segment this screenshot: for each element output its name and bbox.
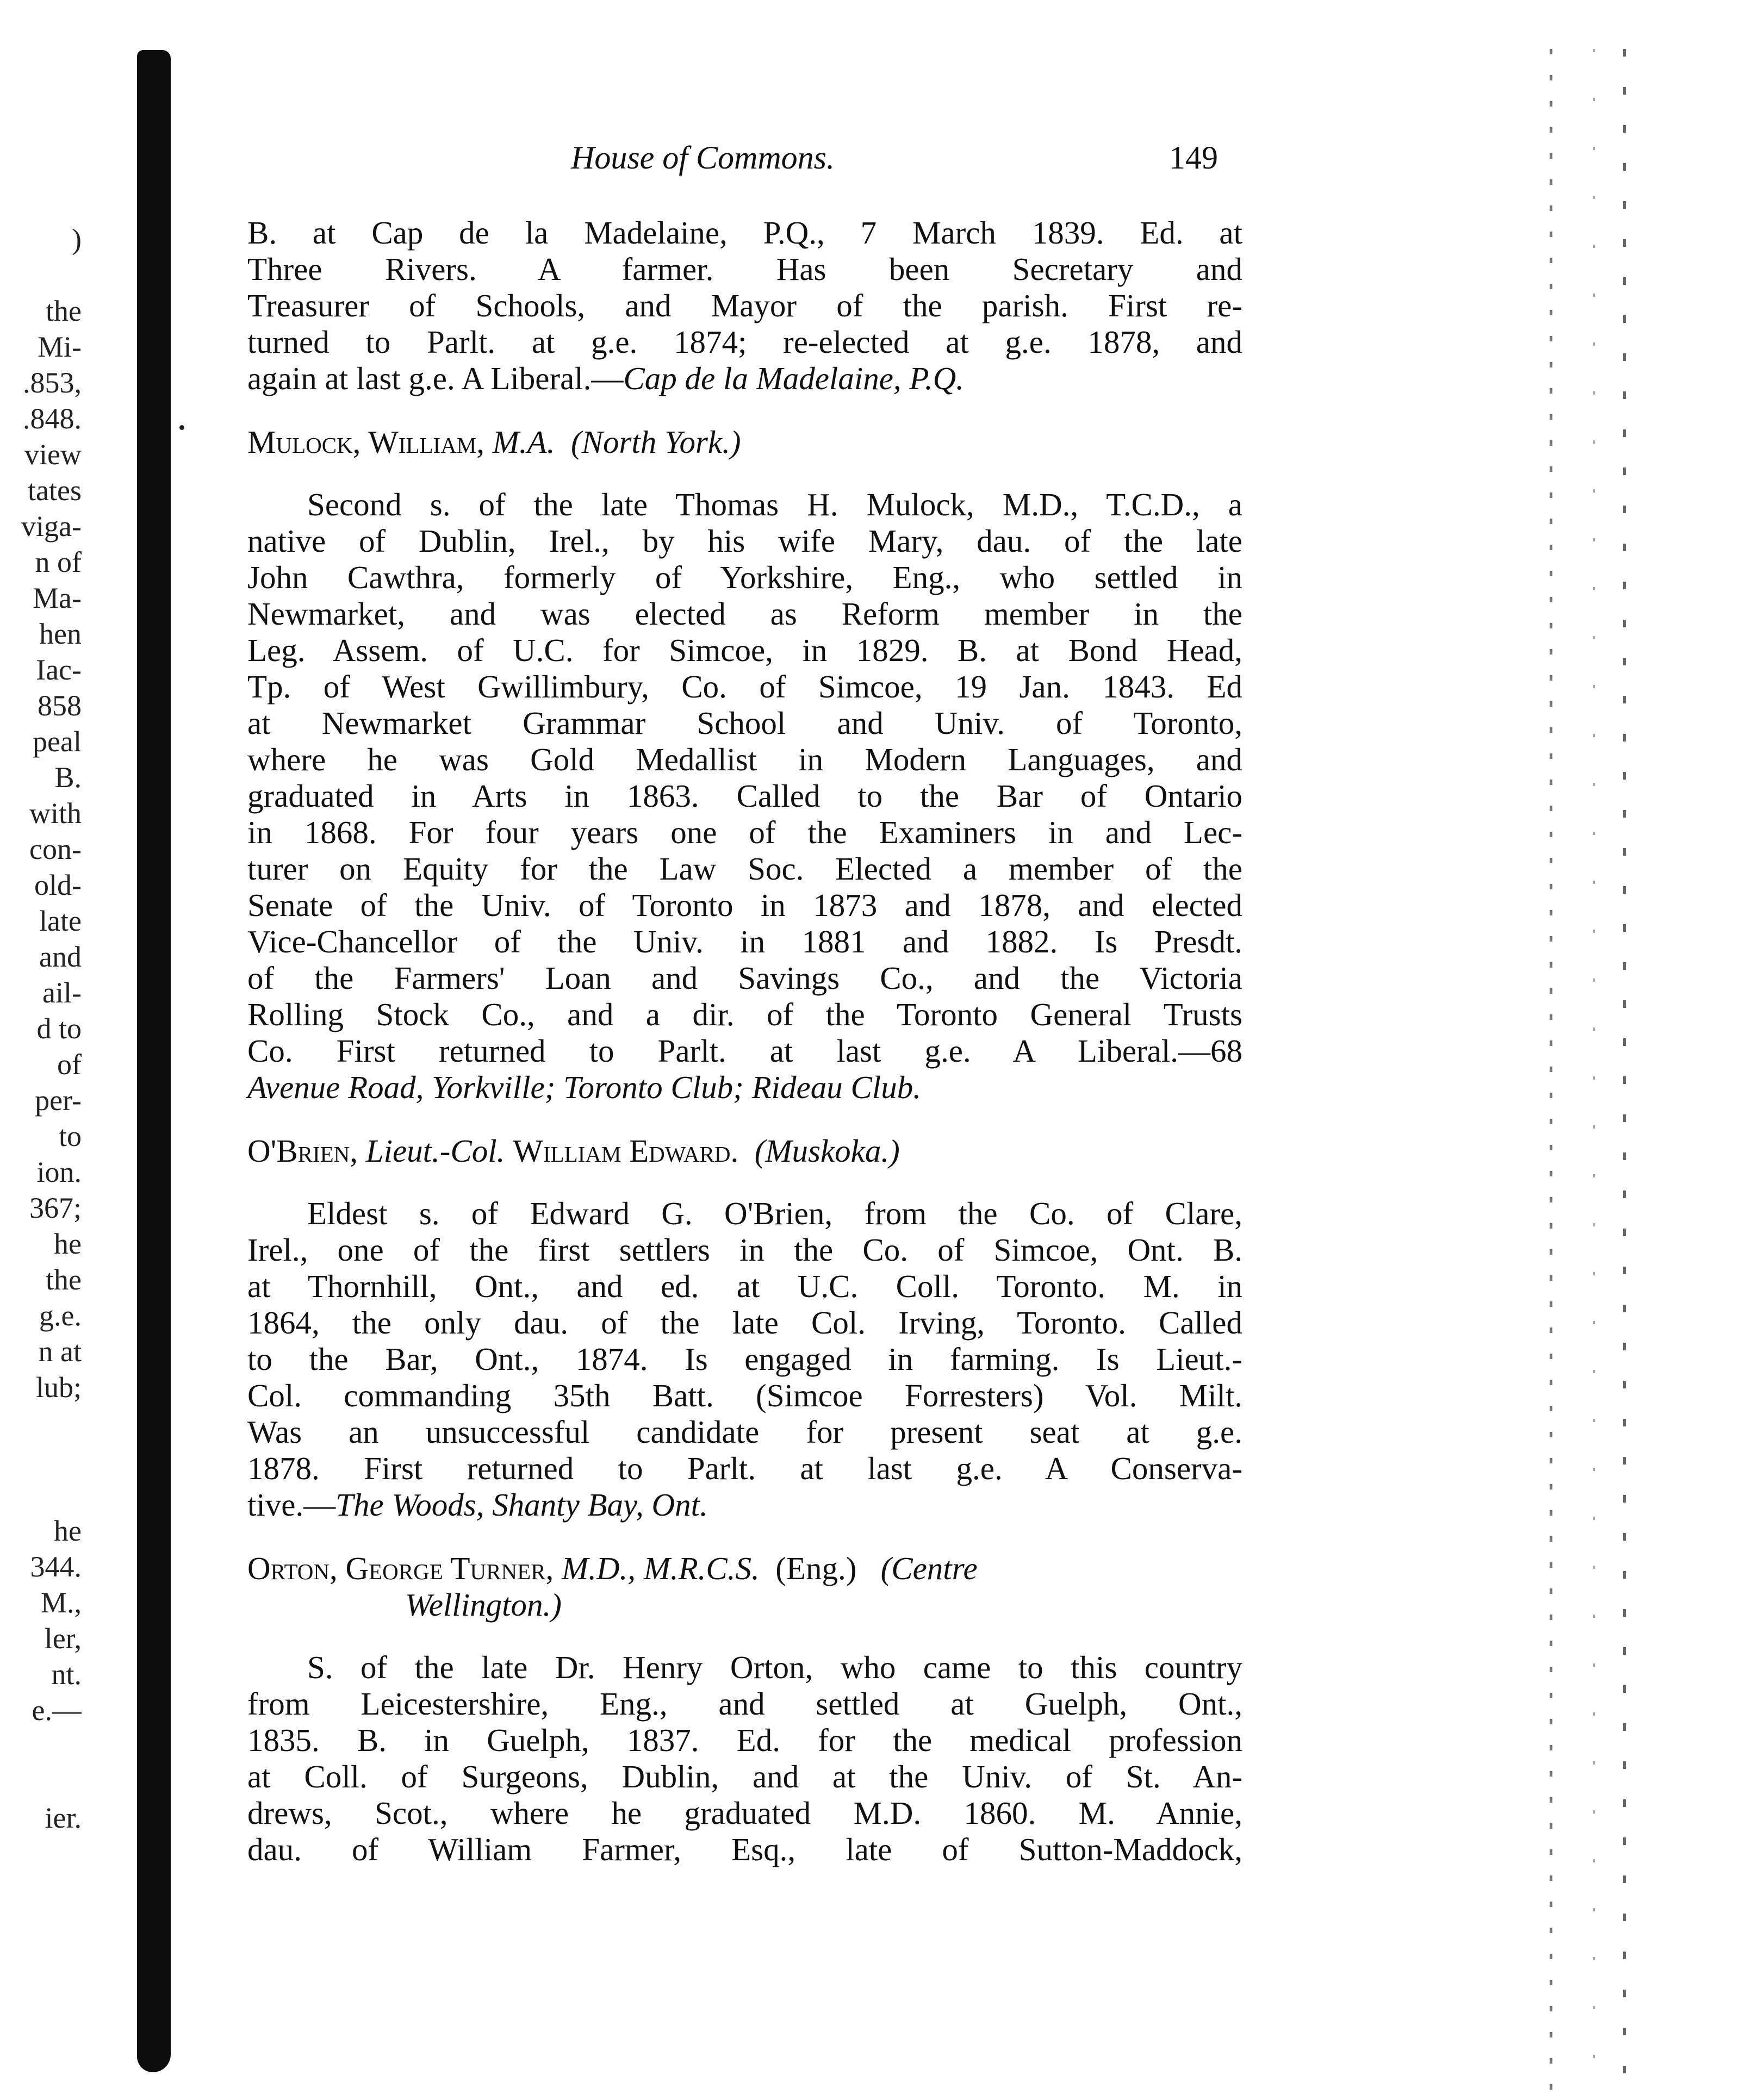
text-line: from Leicestershire, Eng., and settled at Guelph, Ont., xyxy=(247,1686,1242,1722)
entry-text: again at last g.e. A Liberal.— xyxy=(247,360,624,396)
entry-address: The Woods, Shanty Bay, Ont. xyxy=(335,1487,708,1523)
text-line: Senate of the Univ. of Toronto in 1873 and 1878, and elected xyxy=(247,887,1242,923)
scan-speckle-2 xyxy=(1623,49,1626,2093)
biography xyxy=(247,1649,1242,1868)
constituency: (North York.) xyxy=(570,424,741,460)
text-line: John Cawthra, formerly of Yorkshire, Eng., who settled in xyxy=(247,559,1242,595)
text-line: at Newmarket Grammar School and Univ. of Toronto, xyxy=(247,705,1242,741)
text-line: Leg. Assem. of U.C. for Simcoe, in 1829. B. at Bond Head, xyxy=(247,632,1242,668)
text-line: Eldest s. of Edward G. O'Brien, from the Co. of Clare, xyxy=(307,1195,1242,1231)
facing-page-text: 344. xyxy=(30,1550,82,1583)
facing-page-text: to xyxy=(58,1120,82,1152)
text-line: Treasurer of Schools, and Mayor of the parish. First re- xyxy=(247,288,1242,323)
text-line: turer on Equity for the Law Soc. Elected a member of the xyxy=(247,851,1242,887)
text-line: 1864, the only dau. of the late Col. Irving, Toronto. Called xyxy=(247,1305,1242,1341)
facing-page-text: he xyxy=(54,1227,82,1260)
facing-page-text: Ma- xyxy=(33,582,82,614)
text-line: dau. of William Farmer, Esq., late of Sutton-Maddock, xyxy=(247,1831,1242,1867)
constituency-continued: Wellington.) xyxy=(405,1587,562,1623)
facing-page-text: .853, xyxy=(23,366,82,399)
facing-page-text: n of xyxy=(35,546,82,578)
facing-page-text: old- xyxy=(34,869,82,901)
facing-page-text: ion. xyxy=(36,1156,82,1188)
text-line: drews, Scot., where he graduated M.D. 1860. M. Annie, xyxy=(247,1795,1242,1831)
facing-page-text: Mi- xyxy=(38,331,82,363)
facing-page-text: with xyxy=(29,797,82,830)
binding-shadow xyxy=(137,50,171,2072)
text-line: in 1868. For four years one of the Examiners in and Lec- xyxy=(247,814,1242,850)
facing-page-text: d to xyxy=(36,1012,82,1045)
entry-address: Cap de la Madelaine, P.Q. xyxy=(623,360,964,396)
facing-page-text: the xyxy=(46,1263,82,1296)
text-line: Was an unsuccessful candidate for present seat at g.e. xyxy=(247,1414,1242,1450)
constituency: (Muskoka.) xyxy=(754,1133,900,1169)
facing-page-text: 367; xyxy=(29,1192,82,1224)
facing-page-text: ) xyxy=(72,223,82,256)
facing-page-text: ier. xyxy=(45,1802,82,1834)
facing-page-text: late xyxy=(39,905,82,937)
facing-page-fragment xyxy=(0,0,92,2100)
facing-page-text: tates xyxy=(28,474,82,507)
text-line: at Thornhill, Ont., and ed. at U.C. Coll. Toronto. M. in xyxy=(247,1268,1242,1304)
facing-page-text: viga- xyxy=(21,510,82,543)
text-line: to the Bar, Ont., 1874. Is engaged in farming. Is Lieut.- xyxy=(247,1341,1242,1377)
facing-page-text: hen xyxy=(39,618,82,650)
facing-page-text: n at xyxy=(38,1335,82,1368)
entry-address: Avenue Road, Yorkville; Toronto Club; Rideau Club. xyxy=(247,1069,921,1105)
facing-page-text: Iac- xyxy=(36,653,82,686)
facing-page-text: lub; xyxy=(35,1371,82,1404)
facing-page-text: and xyxy=(39,940,82,973)
facing-page-text: 858 xyxy=(38,689,82,722)
facing-page-text: the xyxy=(46,295,82,327)
entry-heading xyxy=(247,1133,1242,1169)
facing-page-text: ler, xyxy=(44,1622,82,1655)
text-line xyxy=(247,360,1242,397)
text-line: Vice-Chancellor of the Univ. in 1881 and 1882. Is Presdt. xyxy=(247,924,1242,959)
facing-page-text: he xyxy=(54,1515,82,1547)
biography xyxy=(247,487,1242,1106)
member-rank: Lieut.-Col. xyxy=(365,1133,505,1169)
member-name: Mulock, William, xyxy=(247,424,485,460)
entry-heading xyxy=(247,1550,1242,1623)
text-line: Newmarket, and was elected as Reform member in the xyxy=(247,596,1242,632)
entry-continuation xyxy=(247,215,1242,397)
text-line: Col. commanding 35th Batt. (Simcoe Forresters) Vol. Milt. xyxy=(247,1378,1242,1413)
member-name: O'Brien, xyxy=(247,1133,358,1169)
text-line: where he was Gold Medallist in Modern Languages, and xyxy=(247,741,1242,777)
member-degree: M.A. xyxy=(492,424,555,460)
facing-page-text: peal xyxy=(33,725,82,758)
text-line: S. of the late Dr. Henry Orton, who came to this country xyxy=(307,1649,1242,1685)
text-line: 1835. B. in Guelph, 1837. Ed. for the medical profession xyxy=(247,1722,1242,1758)
text-line: of the Farmers' Loan and Savings Co., and the Victoria xyxy=(247,960,1242,996)
text-line: Rolling Stock Co., and a dir. of the Toronto General Trusts xyxy=(247,996,1242,1032)
scan-speckle-1 xyxy=(1550,49,1552,2093)
text-line xyxy=(247,1487,1242,1523)
facing-page-text: ail- xyxy=(42,976,82,1009)
biography xyxy=(247,1195,1242,1523)
facing-page-text: .848. xyxy=(23,402,82,435)
member-degree: M.D., M.R.C.S. xyxy=(561,1550,760,1586)
text-line: graduated in Arts in 1863. Called to the Bar of Ontario xyxy=(247,778,1242,814)
text-line: at Coll. of Surgeons, Dublin, and at the Univ. of St. An- xyxy=(247,1759,1242,1794)
text-line: turned to Parlt. at g.e. 1874; re-elected at g.e. 1878, and xyxy=(247,324,1242,360)
stray-mark xyxy=(179,425,184,430)
member-name-rest: William Edward. xyxy=(513,1133,739,1169)
facing-page-text: M., xyxy=(40,1586,82,1619)
text-line: Co. First returned to Parlt. at last g.e. A Liberal.—68 xyxy=(247,1033,1242,1069)
constituency: (Centre xyxy=(880,1550,978,1586)
scan-speckle-3 xyxy=(1593,49,1595,2093)
page-body xyxy=(247,215,1242,1868)
page-number: 149 xyxy=(1169,140,1218,176)
text-line: native of Dublin, Irel., by his wife Mary, dau. of the late xyxy=(247,523,1242,559)
facing-page-text: per- xyxy=(35,1084,82,1117)
text-line: 1878. First returned to Parlt. at last g.e. A Conserva- xyxy=(247,1450,1242,1486)
text-line: Three Rivers. A farmer. Has been Secretary and xyxy=(247,251,1242,287)
entry-orton xyxy=(247,1550,1242,1868)
facing-page-text: con- xyxy=(29,833,82,865)
text-line: Irel., one of the first settlers in the Co. of Simcoe, Ont. B. xyxy=(247,1232,1242,1268)
entry-obrien xyxy=(247,1133,1242,1523)
facing-page-text: e.— xyxy=(32,1694,82,1727)
entry-text: tive.— xyxy=(247,1487,336,1523)
text-line: Second s. of the late Thomas H. Mulock, M.D., T.C.D., a xyxy=(307,487,1242,522)
facing-page-text: g.e. xyxy=(39,1299,82,1332)
facing-page-text: B. xyxy=(54,761,82,794)
text-line: B. at Cap de la Madelaine, P.Q., 7 March 1839. Ed. at xyxy=(247,215,1242,251)
text-line: Tp. of West Gwillimbury, Co. of Simcoe, 19 Jan. 1843. Ed xyxy=(247,669,1242,705)
facing-page-text: view xyxy=(24,438,82,471)
entry-mulock xyxy=(247,424,1242,1106)
member-country: (Eng.) xyxy=(775,1550,857,1586)
entry-heading xyxy=(247,424,1242,460)
member-name: Orton, George Turner, xyxy=(247,1550,554,1586)
facing-page-text: nt. xyxy=(51,1658,82,1691)
running-head: House of Commons. xyxy=(571,140,835,176)
facing-page-text: of xyxy=(57,1048,82,1081)
